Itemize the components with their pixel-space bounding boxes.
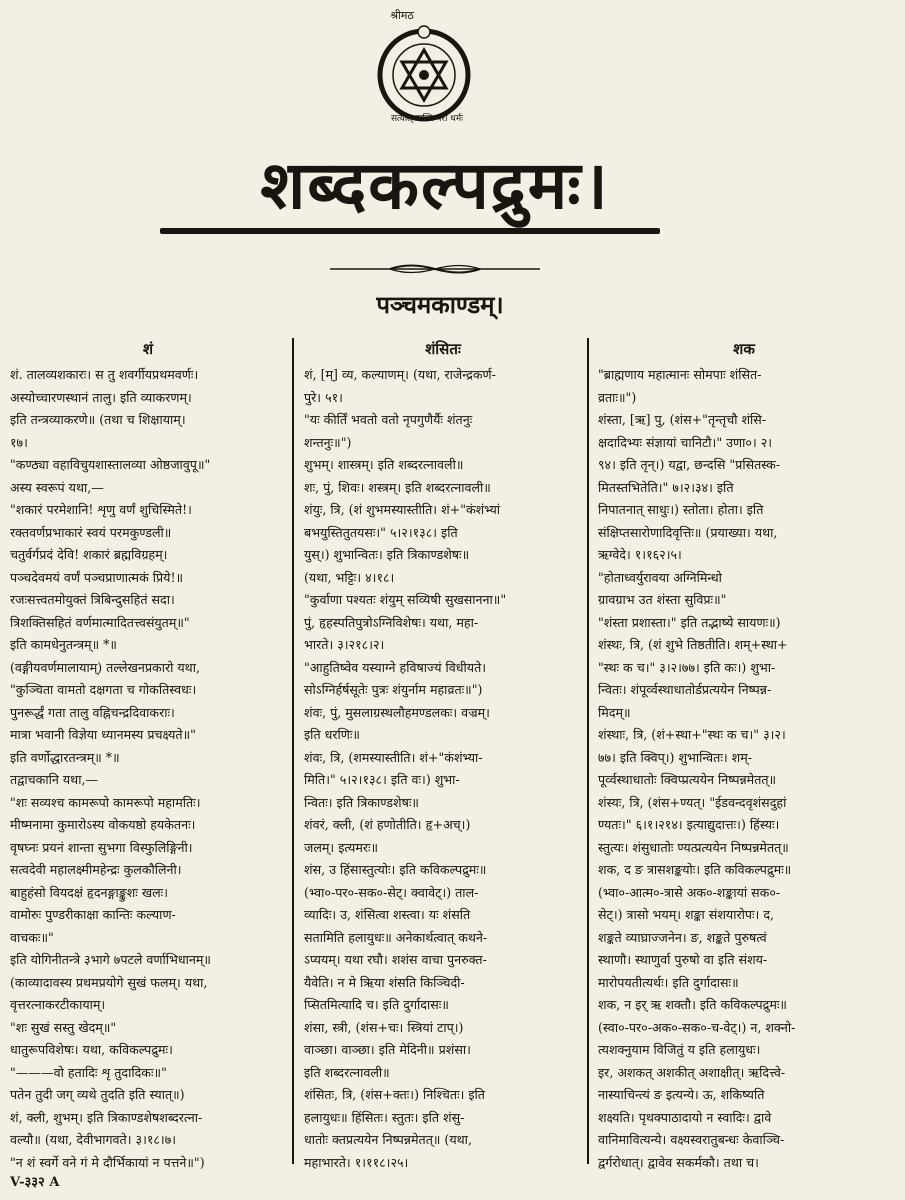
entry-line: इति वर्णोद्धारतन्त्रम्॥ *॥ [10,749,120,765]
entry-line: ९४। इति तृन्।) यद्वा, छन्दसि "प्रसितस्क- [598,457,781,472]
entry-line: ऽप्ययम्। यथा रघौ। शशंस वाचा पुनरुक्त- [304,952,487,967]
entry-line: इति शब्दरत्नावली॥ [304,1064,390,1080]
entry-line: शंवः, पुं, मुसलाग्रस्थलौहमण्डलकः। वज्रम्। [304,704,490,720]
entry-line: सतामिति हलायुधः॥ अनेकार्थत्वात् कथने- [304,929,488,945]
entry-line: ग्रावग्राभ उत शंस्ता सुविप्रः॥" [598,592,727,607]
entry-line: पतेन तुदी जग् व्यथे तुदति इति स्यात्॥) [10,1087,185,1102]
entry-line: मारोपयतीत्यर्थः। इति दुर्गादासः॥ [598,974,739,990]
entry-line: "स्थः क च।" ३।२।७७। इति कः।) शुभा- [598,659,776,675]
entry-line: वृत्तरत्नाकरटीकायाम्। [10,997,106,1012]
column-1 [10,336,286,1176]
entry-line: शंसा, स्त्री, (शंस+चः। स्त्रियां टाप्।) [304,1019,464,1035]
entry-line: शक्ष्यति। पृथक्पाठादायो न स्वादिः। द्वावे [598,1109,772,1125]
entry-line: इर, अशकत् अशकीत् अशाक्षीत्। ऋदित्त्वे- [598,1064,786,1080]
entry-line: (भ्वा०-पर०-सक०-सेट्। क्वावेट्।) ताल- [304,884,479,900]
entry-line: रजःसत्त्वतमोयुक्तं त्रिबिन्दुसहितं सदा। [10,592,175,607]
column-lines [304,364,582,1174]
entry-line: शुभम्। शास्त्रम्। इति शब्दरत्नावली॥ [304,457,464,472]
entry-line: पुनरूर्द्धं गता तालु वह्निचन्द्रदिवाकराः। [10,704,175,720]
entry-line: इति धरणिः॥ [304,727,360,742]
column-heading: शक [733,340,755,358]
entry-line: बाहुहंसो वियदक्षं हृदनङ्गाङ्कुशः खलः। [10,884,168,900]
entry-line: पूर्व्वस्थाधातोः क्विप्प्रत्ययेन निष्पन्नमेतत्॥ [598,772,777,787]
entry-line: पुं, हृहस्पतिपुत्रोऽग्निविशेषः। यथा, महा- [304,614,479,630]
entry-line: "———वो हतादिः शृ तुदादिकः॥" [10,1064,167,1080]
entry-line: "शकारं परमेशानि! शृणु वर्णं शुचिस्मिते!। [10,502,192,517]
entry-line: "शः सव्यश्च कामरूपो कामरूपो महामतिः। [10,794,201,810]
entry-line: जलम्। इत्यमरः॥ [304,839,379,855]
entry-line: (काव्यादावस्य प्रथमप्रयोगे सुखं फलम्। यथा, [10,974,208,990]
entry-line: शं, क्ली, शुभम्। इति त्रिकाण्डशेषशब्दरत्ना- [10,1109,203,1125]
entry-line: धातुरूपविशेषः। यथा, कविकल्पद्रुमः। [10,1042,173,1057]
emblem-seal [372,8,482,133]
column-lines [10,364,286,1174]
entry-line: (वङ्गीयवर्णमालायाम्) तल्लेखनप्रकारो यथा, [10,659,200,675]
entry-line: वाचकः॥" [10,929,54,945]
entry-line: शः, पुं, शिवः। शस्त्रम्। इति शब्दरत्नावली॥ [304,479,491,495]
entry-line: न्वितः। इति त्रिकाण्डशेषः॥ [304,794,419,810]
entry-line: चतुर्वर्गप्रदं देवि! शकारं ब्रह्मविग्रहम्। [10,547,168,562]
column-3 [598,336,890,1176]
entry-line: स्तुत्यः। शंसुधातोः ण्यत्प्रत्ययेन निष्पन्नमेतत्॥ [598,839,789,855]
entry-line: इति कामधेनुतन्त्रम्॥ *॥ [10,637,117,652]
page-title: शब्दकल्पद्रुमः। [260,146,610,224]
entry-line: शंसितः, त्रि, (शंस+क्तः।) निश्चितः। इति [304,1087,485,1102]
entry-line: सेट्।) त्रासो भयम्। शङ्का संशयारोपः। द, [598,907,775,922]
entry-line: द्वर्गरोधात्। द्वावेव सकर्मकौ। तथा च। [598,1154,759,1170]
entry-line: शंवरं, क्ली, (शं हणोतीति। हृ+अच्।) [304,817,471,832]
entry-line: शक, द ङ त्रासशङ्कयोः। इति कविकल्पद्रुमः॥ [598,862,792,877]
entry-line: सोऽग्निर्हर्षसूतेः पुत्रः शंयुर्नाम महाव्रतः॥") [304,682,483,697]
entry-line: शंस्यः, त्रि, (शंस+ण्यत्। "ईडवन्दवृशंसदुहां [598,794,787,810]
entry-line: ण्यतः।" ६।१।२१४। इत्याद्युदात्तः।) हिंस्यः। [598,817,780,832]
column-rule [587,338,589,1164]
entry-line: पुरे। ५१। [304,389,343,405]
entry-line: रक्तवर्णप्रभाकारं स्वयं परमकुण्डली॥ [10,524,172,540]
entry-line: धातोः क्तप्रत्ययेन निष्पन्नमेतत्॥ (यथा, [304,1132,472,1147]
entry-line: मितस्तभितेति।" ७।२।३४। इति [598,479,734,495]
entry-line: शं. तालव्यशकारः। स तु शवर्गीयप्रथमवर्णः। [10,367,199,382]
column-lines [598,364,890,1174]
signature-mark: V-३३२ A [10,1175,60,1190]
entry-line: "यः कीर्तिं भवतो वतो नृपगुणैर्यैः शंतनुः [304,412,473,427]
entry-line: ऋग्वेदे। १।१६२।५। [598,547,682,562]
entry-line: शङ्कते व्याघ्राज्जनेन। ङ, शङ्कते पुरुषत्वं [598,929,767,945]
entry-line: बभयुस्तितुतयसः।" ५।२।१३८। इति [304,524,458,540]
entry-line: निपातनात् साधुः।) स्तोता। होता। इति [598,502,764,517]
title-underline [160,228,660,234]
entry-line: शं, [म्] व्य, कल्याणम्। (यथा, राजेन्द्रकर्ण- [304,367,496,382]
entry-line: शंवः, त्रि, (शमस्यास्तीति। शं+"कंशंभ्या- [304,749,483,765]
entry-line: व्यादिः। उ, शंसित्वा शस्त्वा। यः शंसति [304,907,471,922]
entry-line: सत्वदेवी महालक्ष्मीमहेन्द्रः कुलकौलिनी। [10,862,182,877]
entry-line: (स्वा०-पर०-अक०-सक०-च-वेट्।) न, शक्नो- [598,1019,796,1035]
entry-line: मात्रा भवानी विज्ञेया ध्यानमस्य प्रचक्ष्यते॥" [10,727,196,742]
entry-line: शंस्ता, [ऋ] पु, (शंस+"तृन्तृचौ शंसि- [598,412,767,427]
entry-line: क्षदादिभ्यः संज्ञायां चानिटौ।" उणा०। २। [598,434,773,450]
entry-line: मिति।" ५।२।१३८। इति वः।) शुभा- [304,772,460,787]
entry-line: न्वितः। शंपूर्व्वस्थाधातोर्डप्रत्ययेन निष्पन्न- [598,682,772,697]
entry-line: "शः सुखं सस्तु खेदम्॥" [10,1019,117,1035]
entry-line: वामोरुः पुण्डरीकाक्षा कान्तिः कल्याण- [10,907,176,922]
emblem-motto: सत्यात् नास्ति परो धर्मः [390,114,464,124]
emblem-top-text: श्रीमठ [390,9,414,22]
entry-line: "कुञ्चिता वामतो दक्षगता च गोकतिस्वधः। [10,682,197,697]
entry-line: "होताध्वर्युरावया अग्निमिन्धो [598,569,722,585]
entry-line: नास्याचिन्त्यं ङ इत्यन्ये। ऊ, शकिष्यति [598,1087,765,1102]
entry-line: ७७। इति क्विप्।) शुभान्वितः। शम्- [598,749,753,765]
entry-line: शंस, उ हिंसास्तुत्योः। इति कविकल्पद्रुमः॥ [304,862,487,877]
entry-line: तद्वाचकानि यथा,— [10,772,99,787]
entry-line: "कण्ठ्या वहाविचुयशास्तालव्या ओष्ठजावुपू॥" [10,457,211,472]
entry-line: वानिमावित्यन्ये। वक्ष्यस्वरातुबन्धः केवाञ्चि- [598,1132,785,1147]
entry-line: अस्योच्चारणस्थानं तालु। इति व्याकरणम्। [10,389,192,405]
column-2 [304,336,582,1176]
entry-line: संक्षिप्तसारोणादिवृत्तिः॥ (प्रयाख्या। यथा, [598,524,778,540]
ornament-divider-icon [330,262,540,276]
entry-line: स्थाणौ। स्थाणुर्वा पुरुषो वा इति संशय- [598,952,768,967]
entry-line: प्सितमित्यादि च। इति दुर्गादासः॥ [304,997,449,1012]
entry-line: महाभारते। १।११८।२५। [304,1154,409,1170]
entry-line: पञ्चदेवमयं वर्णं पञ्चप्राणात्मकं प्रिये!॥ [10,569,184,585]
entry-line: युस्।) शुभान्वितः। इति त्रिकाण्डशेषः॥ [304,547,470,562]
entry-line: मिदम्॥ [598,704,631,720]
entry-line: वाञ्छा। वाञ्छा। इति मेदिनी॥ प्रशंसा। [304,1042,471,1057]
entry-line: व्रताः॥") [598,389,637,405]
entry-line: १७। [10,434,28,450]
entry-line: त्रिशक्तिसहितं वर्णमात्मादितत्त्वसंयुतम्॥" [10,614,190,630]
entry-line: शंस्थाः, त्रि, (शं+स्था+"स्थः क च।" ३।२। [598,727,786,742]
entry-line: (भ्वा०-आत्म०-त्रासे अक०-शङ्कायां सक०- [598,884,781,900]
entry-line: "कुर्वाणा पश्यतः शंयुम् सव्यिषी सुखसानना॥" [304,592,507,607]
section-title: पञ्चमकाण्डम्। [376,290,504,319]
entry-line: इति तन्त्रव्याकरणे॥ (तथा च शिक्षायाम्। [10,412,186,427]
entry-line: शंस्थः, त्रि, (शं शुभे तिष्ठतीति। शम्+स्था+ [598,637,788,652]
entry-line: मीष्मनामा कुमारोऽस्य वोकयष्ठो हयकेतनः। [10,817,196,832]
entry-line: "आहुतिष्वेव यस्याग्ने हविषाज्यं विधीयते। [304,659,487,675]
column-heading: शं [142,340,154,358]
entry-line: इति योगिनीतन्त्रे ३भागे ७पटले वर्णाभिधानम्॥ [10,952,211,967]
column-heading: शंसितः [425,340,461,358]
entry-line: वल्यौ॥ (यथा, देवीभागवते। ३।१८।७। [10,1132,177,1147]
entry-line: "न शं स्वर्गे वने गं मे दौर्भिकायां न पत्तने॥") [10,1154,205,1170]
entry-line: शक, न इर् ऋ शक्तौ। इति कविकल्पद्रुमः॥ [598,997,787,1012]
entry-line: यैवेति। न मे ऋिया शंसति किञ्चिदी- [304,974,465,990]
entry-line: शन्तनुः॥") [304,434,352,450]
entry-line: "शंस्ता प्रशास्ता।" इति तद्भाष्ये सायणः॥) [598,614,781,630]
entry-line: वृषघ्नः प्रयनं शान्ता सुभगा विस्फुलिङ्गिनी। [10,839,193,855]
entry-line: "ब्राह्मणाय महात्मानः सोमपाः शंसित- [598,367,762,382]
entry-line: शंयुः, त्रि, (शं शुभमस्यास्तीति। शं+"कंशंभ्यां [304,502,501,517]
entry-line: अस्य स्वरूपं यथा,— [10,479,104,495]
entry-line: हलायुधः॥ हिंसितः। स्तुतः। इति शंसु- [304,1109,465,1125]
entry-line: (यथा, भट्टिः। ४।१८। [304,569,395,585]
entry-line: त्यशक्नुयाम विजितुं य इति हलायुधः। [598,1042,761,1057]
column-rule [292,338,294,1164]
entry-line: भारते। ३।२१८।२। [304,637,385,652]
